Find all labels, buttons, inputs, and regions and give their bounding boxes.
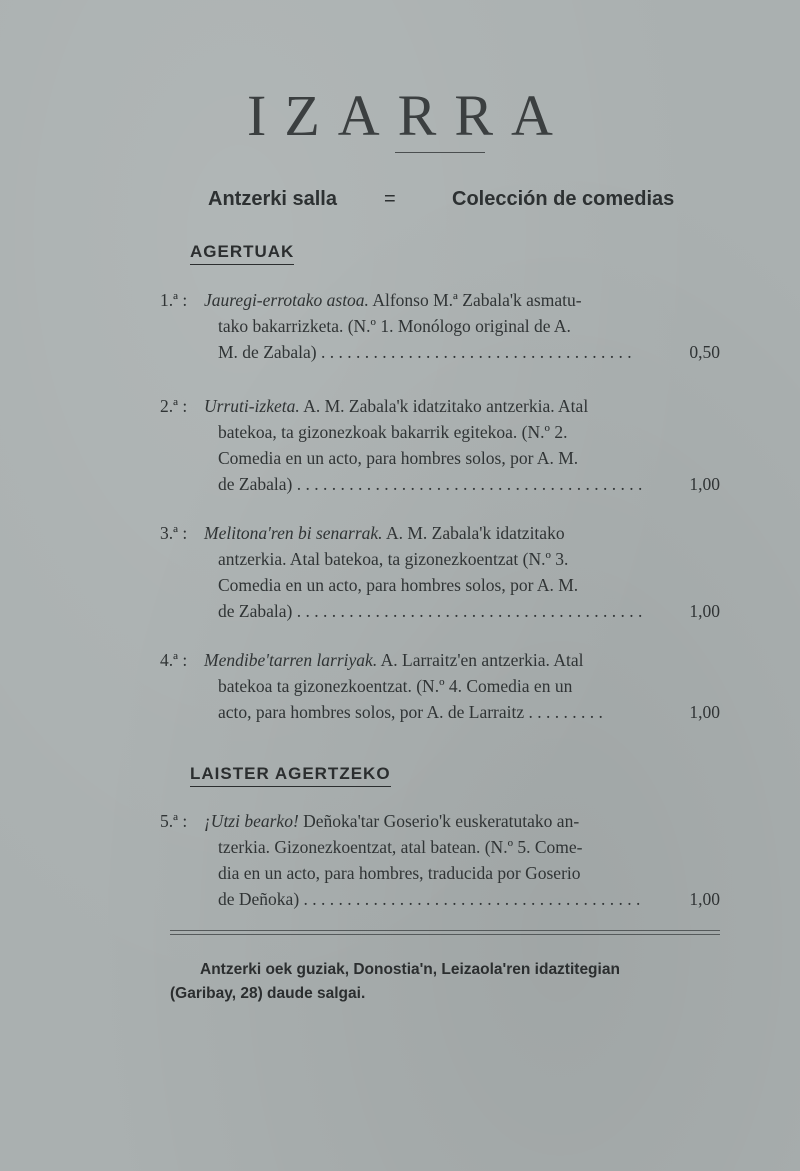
section-heading-laister-agertzeko bbox=[190, 764, 391, 787]
entry-first-line bbox=[160, 287, 720, 313]
entry-text: M. de Zabala) . . . . . . . . . . . . . . . . . . . . . . . . . . . . . . . . . . . . bbox=[218, 342, 632, 362]
entry-last-line bbox=[160, 699, 720, 725]
entry-number: 1.ª : bbox=[160, 290, 188, 310]
entry-title: Jauregi-errotako astoa. bbox=[204, 290, 369, 310]
section-heading-text: AGERTUAK bbox=[190, 242, 295, 261]
footer-line: (Garibay, 28) daude salgai. bbox=[170, 985, 366, 1002]
entry-first-line bbox=[160, 647, 720, 673]
entry-text: Comedia en un acto, para hombres solos, por A. M. bbox=[218, 575, 579, 595]
entry-text: de Deñoka) . . . . . . . . . . . . . . . . . . . . . . . . . . . . . . . . . . . . . . . bbox=[218, 889, 641, 909]
section-heading-text: LAISTER AGERTZEKO bbox=[190, 764, 391, 783]
entry-text: de Zabala) . . . . . . . . . . . . . . . . . . . . . . . . . . . . . . . . . . . . . . . . bbox=[218, 601, 643, 621]
subtitle-separator: = bbox=[384, 188, 396, 210]
entry-text: Alfonso M.ª Zabala'k asmatu- bbox=[372, 290, 582, 310]
entry-text: tako bakarrizketa. (N.º 1. Monólogo original de A. bbox=[218, 316, 571, 336]
subtitle-spanish: Colección de comedias bbox=[452, 188, 675, 210]
entry-number: 3.ª : bbox=[160, 523, 188, 543]
entry-text: antzerkia. Atal batekoa, ta gizonezkoentzat (N.º 3. bbox=[218, 549, 569, 569]
entry-first-line bbox=[160, 808, 720, 834]
entry-text: dia en un acto, para hombres, traducida por Goserio bbox=[218, 863, 581, 883]
entry-title: ¡Utzi bearko! bbox=[204, 811, 299, 831]
entry-price: 1,00 bbox=[689, 474, 720, 494]
entry-last-line bbox=[160, 339, 720, 365]
list-item bbox=[160, 520, 720, 624]
title-divider bbox=[395, 152, 485, 153]
entry-text: Comedia en un acto, para hombres solos, por A. M. bbox=[218, 448, 579, 468]
entry-number: 2.ª : bbox=[160, 396, 188, 416]
entry-text: batekoa ta gizonezkoentzat. (N.º 4. Comedia en un bbox=[218, 676, 573, 696]
entry-first-line bbox=[160, 393, 720, 419]
entry-price: 1,00 bbox=[689, 889, 720, 909]
entry-last-line bbox=[160, 471, 720, 497]
entry-text: tzerkia. Gizonezkoentzat, atal batean. (N.º 5. Come- bbox=[218, 837, 583, 857]
entry-text: Deñoka'tar Goserio'k euskeratutako an- bbox=[303, 811, 580, 831]
entry-last-line bbox=[160, 598, 720, 624]
page-title: IZARRA bbox=[247, 83, 571, 148]
entry-number: 5.ª : bbox=[160, 811, 188, 831]
entry-number: 4.ª : bbox=[160, 650, 188, 670]
section-heading-agertuak bbox=[190, 242, 294, 265]
entry-title: Melitona'ren bi senarrak. bbox=[204, 523, 383, 543]
list-item bbox=[160, 808, 720, 912]
subtitle-row bbox=[0, 188, 800, 218]
footer-line: Antzerki oek guziak, Donostia'n, Leizaola'ren idaztitegian bbox=[200, 961, 620, 978]
entry-title: Urruti-izketa. bbox=[204, 396, 300, 416]
entry-price: 1,00 bbox=[689, 702, 720, 722]
entry-last-line bbox=[160, 886, 720, 912]
entry-price: 0,50 bbox=[689, 342, 720, 362]
subtitle-basque: Antzerki salla bbox=[208, 188, 337, 210]
entry-text: A. M. Zabala'k idatzitako bbox=[385, 523, 565, 543]
entry-text: batekoa, ta gizonezkoak bakarrik egitekoa. (N.º 2. bbox=[218, 422, 568, 442]
entry-text: A. M. Zabala'k idatzitako antzerkia. Atal bbox=[303, 396, 589, 416]
footer-note bbox=[170, 958, 760, 1006]
entry-text: acto, para hombres solos, por A. de Larraitz . . . . . . . . . bbox=[218, 702, 603, 722]
footer-divider bbox=[170, 930, 720, 935]
list-item bbox=[160, 393, 720, 497]
entry-price: 1,00 bbox=[689, 601, 720, 621]
entry-first-line bbox=[160, 520, 720, 546]
list-item bbox=[160, 287, 720, 365]
section-underline bbox=[190, 786, 391, 787]
section-underline bbox=[190, 264, 294, 265]
list-item bbox=[160, 647, 720, 725]
entry-title: Mendibe'tarren larriyak. bbox=[204, 650, 378, 670]
entry-text: A. Larraitz'en antzerkia. Atal bbox=[380, 650, 584, 670]
entry-text: de Zabala) . . . . . . . . . . . . . . . . . . . . . . . . . . . . . . . . . . . . . . . . bbox=[218, 474, 643, 494]
